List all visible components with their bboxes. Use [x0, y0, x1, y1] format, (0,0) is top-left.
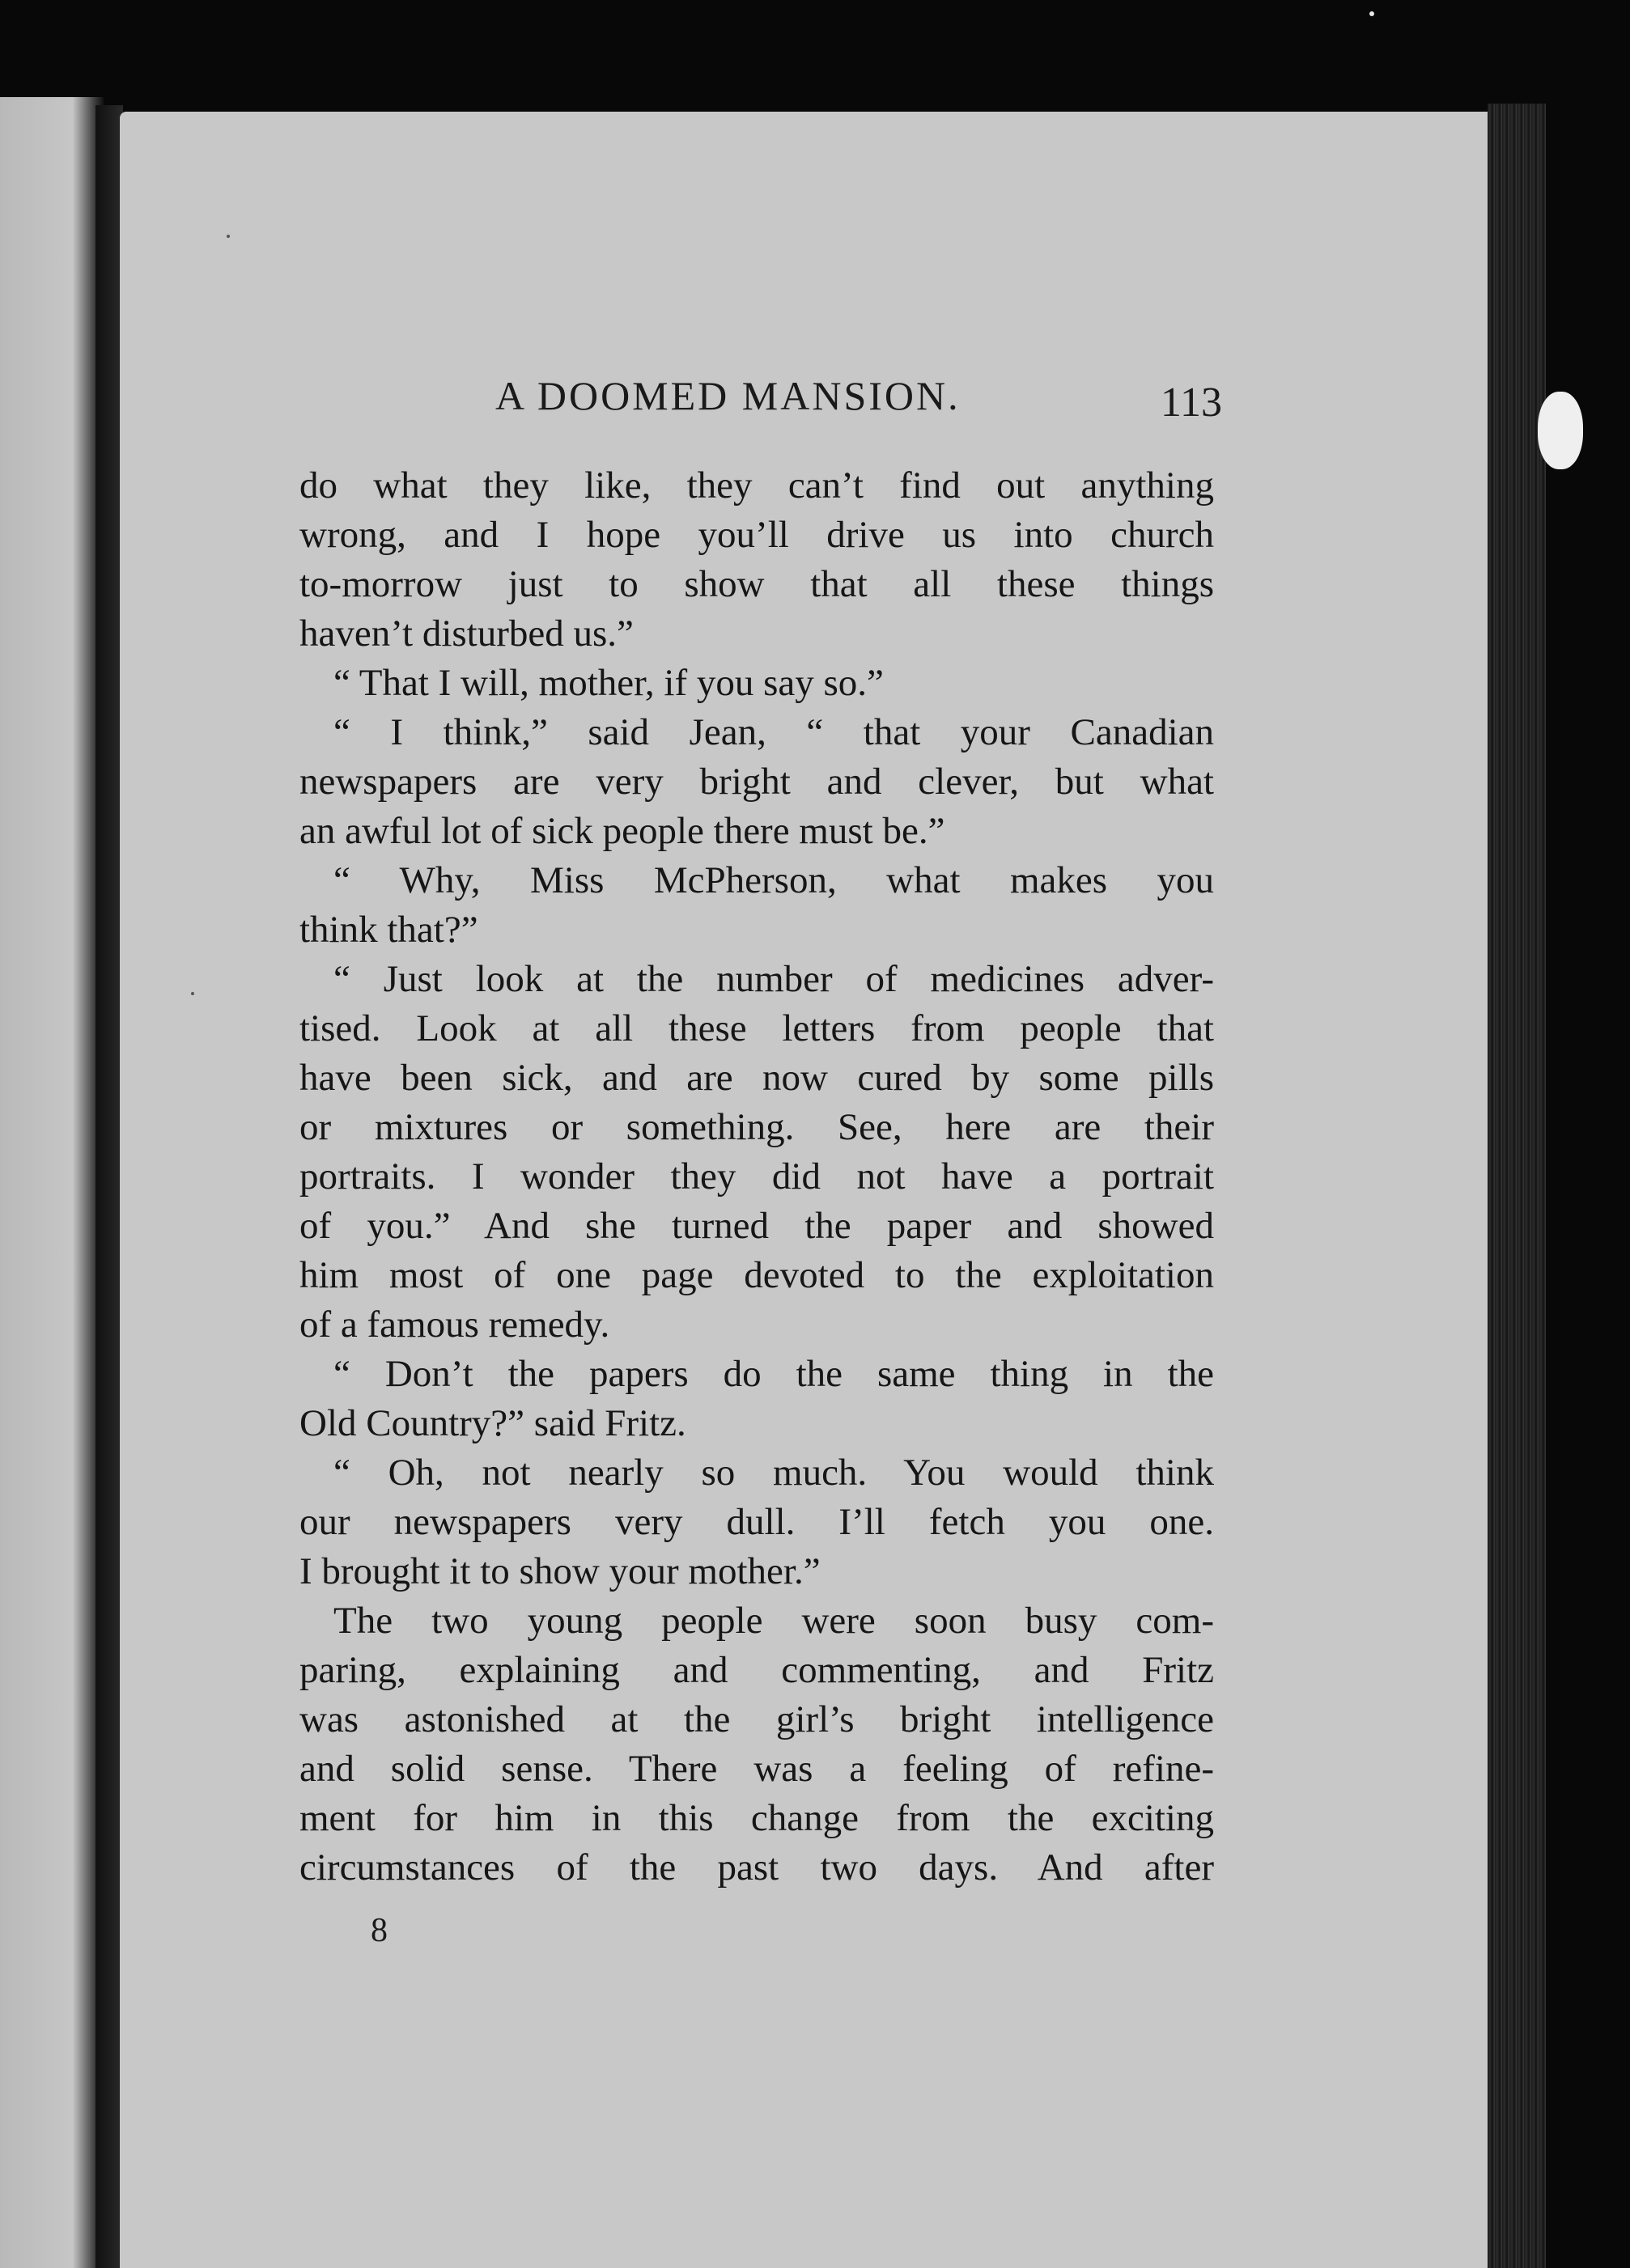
text-line: ment for him in this change from the exciting: [299, 1797, 1214, 1839]
text-line: have been sick, and are now cured by some pills: [299, 1057, 1214, 1099]
text-line: an awful lot of sick people there must be.”: [299, 810, 945, 852]
text-line: of a famous remedy.: [299, 1304, 610, 1346]
text-line: was astonished at the girl’s bright intelligence: [299, 1698, 1214, 1740]
text-line: “ I think,” said Jean, “ that your Canadian: [333, 711, 1214, 753]
book-gutter: [96, 105, 123, 2268]
text-line: think that?”: [299, 909, 478, 951]
text-line: paring, explaining and commenting, and Fritz: [299, 1649, 1214, 1691]
body-text: [299, 461, 1214, 1893]
dust-speck: [1369, 11, 1374, 16]
text-line: newspapers are very bright and clever, but what: [299, 761, 1214, 803]
text-line: of you.” And she turned the paper and showed: [299, 1205, 1214, 1247]
page-number: 113: [1160, 379, 1222, 426]
text-line: him most of one page devoted to the exploitation: [299, 1254, 1214, 1296]
text-line: “ That I will, mother, if you say so.”: [333, 662, 884, 704]
text-line: and solid sense. There was a feeling of refine-: [299, 1748, 1214, 1790]
text-line: our newspapers very dull. I’ll fetch you one.: [299, 1501, 1214, 1543]
text-line: circumstances of the past two days. And after: [299, 1846, 1214, 1889]
running-head: A DOOMED MANSION.: [495, 373, 961, 418]
text-line: haven’t disturbed us.”: [299, 613, 634, 655]
text-line: tised. Look at all these letters from people that: [299, 1007, 1214, 1049]
text-line: “ Don’t the papers do the same thing in the: [333, 1353, 1214, 1395]
text-line: “ Why, Miss McPherson, what makes you: [333, 859, 1214, 901]
text-line: or mixtures or something. See, here are their: [299, 1106, 1214, 1148]
text-line: “ Oh, not nearly so much. You would think: [333, 1452, 1214, 1494]
signature-mark: 8: [371, 1912, 388, 1949]
dust-speck: [191, 992, 194, 995]
text-line: Old Country?” said Fritz.: [299, 1402, 686, 1444]
text-line: wrong, and I hope you’ll drive us into church: [299, 514, 1214, 556]
text-line: I brought it to show your mother.”: [299, 1550, 821, 1592]
text-line: do what they like, they can’t find out anything: [299, 464, 1214, 507]
facing-page-edge: [0, 97, 104, 2268]
text-line: “ Just look at the number of medicines adver-: [333, 958, 1214, 1000]
text-line: to-morrow just to show that all these things: [299, 563, 1214, 605]
dust-speck: [227, 235, 230, 238]
paper-tab-mark: [1538, 392, 1583, 469]
text-line: portraits. I wonder they did not have a portrait: [299, 1155, 1214, 1198]
text-line: The two young people were soon busy com-: [333, 1600, 1214, 1642]
